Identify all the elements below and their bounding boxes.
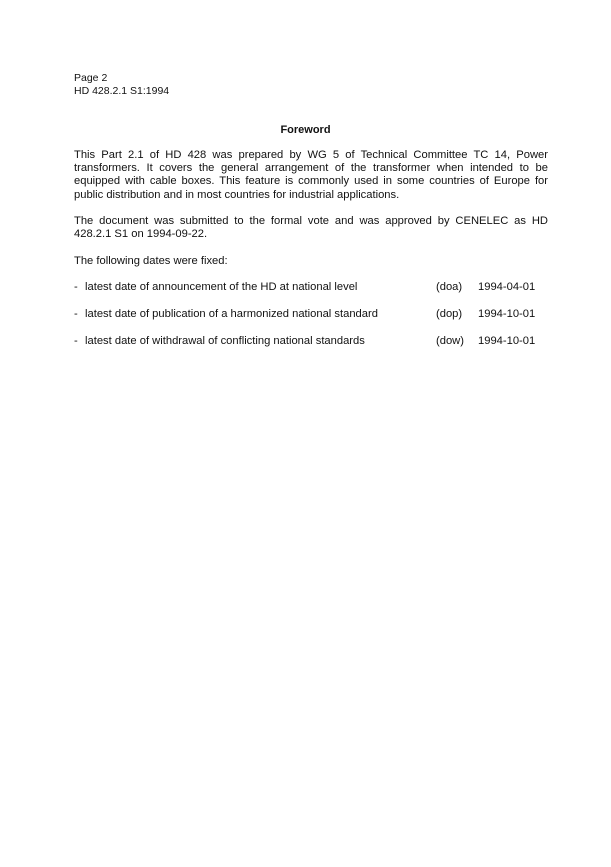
- list-dash: -: [74, 308, 78, 320]
- date-code: (dow): [436, 335, 464, 347]
- date-value: 1994-10-01: [478, 335, 536, 347]
- foreword-paragraph-2: The document was submitted to the formal vote and was approved by CENELEC as HD 428.2.1 S1 on 1994-09-22.: [74, 215, 548, 241]
- date-description: latest date of publication of a harmonized national standard: [85, 308, 378, 320]
- date-description: latest date of announcement of the HD at national level: [85, 281, 358, 293]
- date-code: (dop): [436, 308, 463, 320]
- page-header: [74, 72, 169, 98]
- foreword-paragraph-1: This Part 2.1 of HD 428 was prepared by WG 5 of Technical Committee TC 14, Power transformers. It covers the general arrangement of the transformer when intended to be equipped with cable boxes. This feature is commonly used in some countries of Europe for public distribution and in most countries for industrial applications.: [74, 149, 548, 201]
- document-reference: HD 428.2.1 S1:1994: [74, 85, 170, 97]
- date-code: (doa): [436, 281, 463, 293]
- date-description: latest date of withdrawal of conflicting national standards: [85, 335, 365, 347]
- foreword-paragraph-3: The following dates were fixed:: [74, 255, 228, 267]
- section-title: Foreword: [280, 124, 331, 136]
- list-dash: -: [74, 281, 78, 293]
- date-value: 1994-04-01: [478, 281, 536, 293]
- list-dash: -: [74, 335, 78, 347]
- page-number: Page 2: [74, 72, 108, 84]
- date-value: 1994-10-01: [478, 308, 536, 320]
